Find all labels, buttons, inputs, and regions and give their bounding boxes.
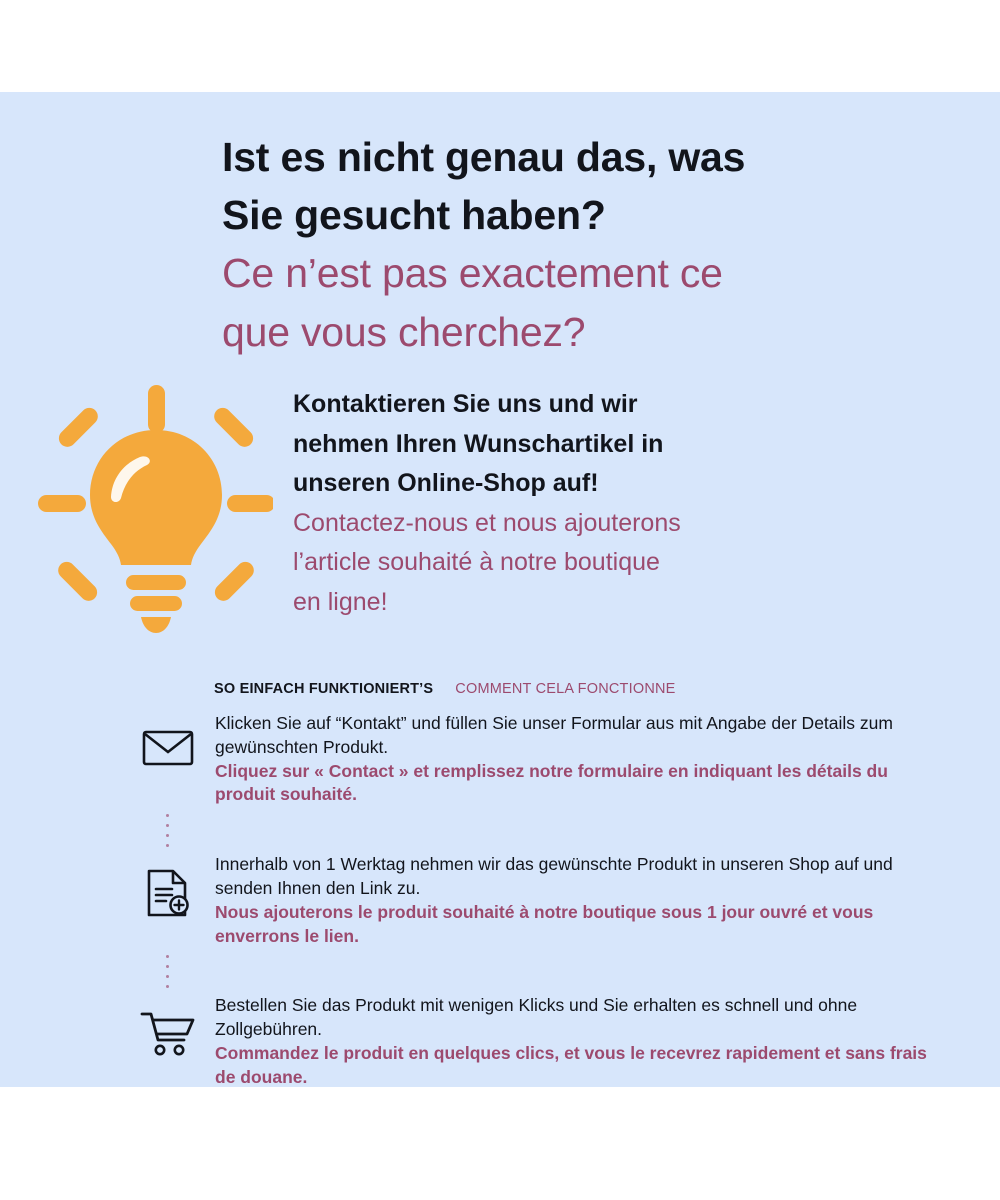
howto-heading-fr: COMMENT CELA FONCTIONNE	[455, 681, 676, 697]
intro-de-line2: nehmen Ihren Wunschartikel in	[293, 429, 664, 458]
headline-de-line2: Sie gesucht haben?	[222, 192, 606, 239]
divider-dot	[166, 824, 169, 827]
step-1-de: Klicken Sie auf “Kontakt” und füllen Sie unser Formular aus mit Angabe der Details zum gewünschten Produkt.	[215, 713, 893, 757]
step-2-fr: Nous ajouterons le produit souhaité à notre boutique sous 1 jour ouvré et vous enverrons le lien.	[215, 901, 874, 946]
divider-dot	[166, 834, 169, 837]
divider-dot	[166, 985, 169, 988]
intro-text	[293, 385, 933, 622]
divider-dot	[166, 965, 169, 968]
headline-de-line1: Ist es nicht genau das, was	[222, 134, 746, 180]
divider-dot	[166, 955, 169, 958]
dotted-divider	[120, 807, 215, 853]
divider-dot	[166, 844, 169, 847]
shopping-cart-icon	[120, 994, 215, 1078]
step-item	[120, 712, 940, 807]
step-connector	[120, 807, 940, 853]
step-connector	[120, 948, 940, 994]
headline-fr-line1: Ce n’est pas exactement ce	[222, 250, 723, 297]
intro-de-line1: Kontaktieren Sie uns und wir	[293, 390, 638, 418]
step-3-fr: Commandez le produit en quelques clics, et vous le recevrez rapidement et sans frais de douane.	[215, 1042, 927, 1087]
divider-dot	[166, 975, 169, 978]
intro-fr-line3: en ligne!	[293, 587, 388, 616]
step-item	[120, 853, 940, 948]
step-item	[120, 994, 940, 1089]
howto-heading	[214, 681, 676, 697]
step-1-fr: Cliquez sur « Contact » et remplissez notre formulaire en indiquant les détails du produit souhaité.	[215, 760, 888, 805]
dotted-divider	[120, 948, 215, 994]
envelope-icon	[120, 712, 215, 796]
howto-steps	[120, 712, 940, 1090]
step-2-de: Innerhalb von 1 Werktag nehmen wir das gewünschte Produkt in unseren Shop auf und senden Ihnen den Link zu.	[215, 854, 893, 898]
howto-heading-de: SO EINFACH FUNKTIONIERT’S	[214, 681, 434, 697]
document-add-icon	[120, 853, 215, 937]
divider-dot	[166, 814, 169, 817]
page-title	[222, 128, 942, 361]
step-3-de: Bestellen Sie das Produkt mit wenigen Klicks und Sie erhalten es schnell und ohne Zollgebühren.	[215, 995, 858, 1040]
intro-fr-line2: l’article souhaité à notre boutique	[293, 548, 660, 576]
intro-de-line3: unseren Online-Shop auf!	[293, 469, 599, 497]
headline-fr-line2: que vous cherchez?	[222, 308, 586, 355]
lightbulb-icon	[38, 385, 273, 635]
intro-fr-line1: Contactez-nous et nous ajouterons	[293, 508, 681, 537]
